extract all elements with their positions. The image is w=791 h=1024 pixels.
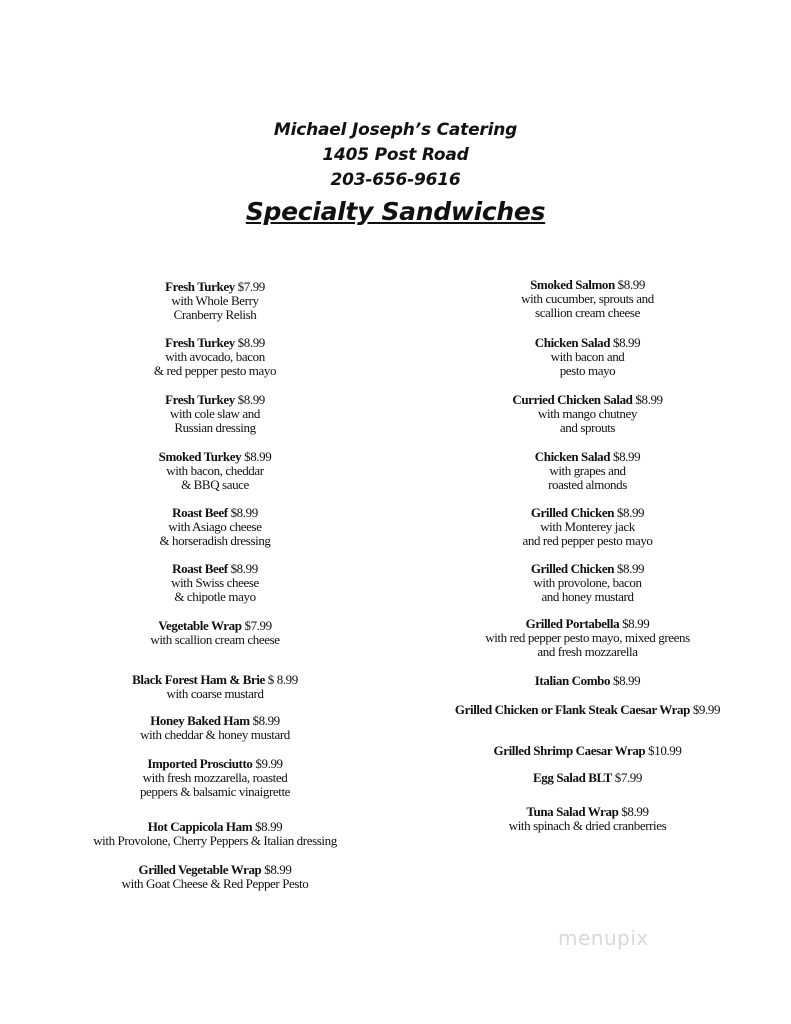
item-description: peppers & balsamic vinaigrette [139, 784, 291, 799]
item-description: Cranberry Relish [173, 307, 257, 322]
item-price: $7.99 [614, 770, 642, 785]
item-name: Grilled Chicken [530, 561, 615, 576]
item-description: with coarse mustard [166, 686, 264, 701]
menu-item [40, 863, 390, 891]
item-description: and red pepper pesto mayo [522, 533, 653, 548]
item-description: scallion cream cheese [535, 305, 640, 320]
menu-title: Specialty Sandwiches [245, 197, 546, 226]
item-name: Fresh Turkey [165, 279, 235, 294]
item-price: $7.99 [244, 618, 272, 633]
item-price: $8.99 [616, 505, 645, 520]
item-price: $8.99 [230, 561, 258, 576]
item-description: pesto mayo [559, 363, 616, 378]
item-description: with cheddar & honey mustard [140, 727, 290, 742]
item-name: Chicken Salad [534, 335, 611, 350]
menu-item [410, 805, 765, 833]
item-name: Hot Cappicola Ham [147, 819, 253, 834]
item-name: Chicken Salad [534, 449, 611, 464]
item-name: Smoked Salmon [530, 277, 615, 292]
menu-item [410, 674, 765, 688]
item-description: with scallion cream cheese [150, 632, 280, 647]
item-price: $10.99 [648, 743, 682, 758]
item-description: and fresh mozzarella [537, 644, 638, 659]
item-name: Grilled Shrimp Caesar Wrap [493, 743, 646, 758]
menu-item [40, 450, 390, 492]
menu-item [40, 673, 390, 701]
item-name: Honey Baked Ham [150, 713, 250, 728]
item-name: Vegetable Wrap [158, 618, 242, 633]
menu-header [0, 118, 791, 226]
item-price: $8.99 [230, 505, 258, 520]
item-price: $8.99 [616, 561, 645, 576]
item-name: Grilled Vegetable Wrap [138, 862, 262, 877]
menu-item [40, 562, 390, 604]
item-description: roasted almonds [548, 477, 627, 492]
menu-item [410, 562, 765, 604]
item-description: & BBQ sauce [181, 477, 249, 492]
item-description: Russian dressing [174, 420, 256, 435]
item-name: Roast Beef [172, 505, 228, 520]
item-description: with cole slaw and [170, 406, 260, 421]
item-description: and honey mustard [541, 589, 634, 604]
menu-item [410, 617, 765, 659]
item-price: $8.99 [612, 673, 641, 688]
item-price: $9.99 [692, 702, 721, 717]
item-price: $7.99 [237, 279, 265, 294]
item-description: with grapes and [549, 463, 626, 478]
item-description: with Asiago cheese [168, 519, 262, 534]
item-description: with Swiss cheese [171, 575, 259, 590]
item-price: $8.99 [622, 616, 650, 631]
item-price: $9.99 [255, 756, 283, 771]
item-price: $8.99 [237, 392, 265, 407]
business-name: Michael Joseph’s Catering [273, 120, 518, 140]
menu-item [410, 703, 765, 717]
item-price: $8.99 [621, 804, 649, 819]
item-name: Italian Combo [534, 673, 611, 688]
menu-item [40, 280, 390, 322]
item-description: with mango chutney [538, 406, 637, 421]
item-description: with red pepper pesto mayo, mixed greens [485, 630, 690, 645]
menu-item [40, 714, 390, 742]
item-price: $8.99 [252, 713, 280, 728]
menu-item [410, 336, 765, 378]
menu-item [410, 278, 765, 320]
item-price: $8.99 [612, 449, 641, 464]
item-description: with cucumber, sprouts and [521, 291, 654, 306]
item-name: Curried Chicken Salad [512, 392, 633, 407]
item-description: with bacon, cheddar [166, 463, 264, 478]
item-name: Fresh Turkey [165, 392, 235, 407]
item-description: with spinach & dried cranberries [508, 818, 667, 833]
item-price: $ 8.99 [267, 672, 298, 687]
item-description: & red pepper pesto mayo [153, 363, 277, 378]
item-description: with provolone, bacon [533, 575, 642, 590]
item-price: $8.99 [237, 335, 265, 350]
item-price: $8.99 [264, 862, 292, 877]
menupix-watermark: menupix [558, 926, 649, 950]
item-name: Tuna Salad Wrap [526, 804, 619, 819]
business-address: 1405 Post Road [322, 145, 469, 165]
item-name: Egg Salad BLT [533, 770, 612, 785]
item-description: & horseradish dressing [159, 533, 271, 548]
item-name: Roast Beef [172, 561, 228, 576]
menu-item [410, 450, 765, 492]
menu-item [40, 820, 390, 848]
item-name: Black Forest Ham & Brie [132, 672, 265, 687]
menu-item [410, 506, 765, 548]
item-price: $8.99 [612, 335, 641, 350]
item-name: Smoked Turkey [158, 449, 242, 464]
item-price: $8.99 [255, 819, 283, 834]
item-description: with Monterey jack [540, 519, 635, 534]
menu-item [40, 757, 390, 799]
item-description: with Goat Cheese & Red Pepper Pesto [121, 876, 309, 891]
item-price: $8.99 [635, 392, 663, 407]
item-price: $8.99 [617, 277, 645, 292]
item-price: $8.99 [244, 449, 272, 464]
menu-item [410, 744, 765, 758]
item-description: with avocado, bacon [165, 349, 265, 364]
item-name: Fresh Turkey [165, 335, 235, 350]
menu-item [40, 506, 390, 548]
item-name: Grilled Portabella [525, 616, 620, 631]
item-description: with fresh mozzarella, roasted [142, 770, 288, 785]
menu-item [40, 393, 390, 435]
item-name: Grilled Chicken [530, 505, 615, 520]
item-name: Imported Prosciutto [147, 756, 253, 771]
menu-item [410, 771, 765, 785]
item-description: with Provolone, Cherry Peppers & Italian dressing [93, 833, 337, 848]
item-description: with bacon and [550, 349, 625, 364]
menu-item [40, 619, 390, 647]
item-description: & chipotle mayo [174, 589, 256, 604]
business-phone: 203-656-9616 [330, 170, 461, 190]
menu-item [410, 393, 765, 435]
item-name: Grilled Chicken or Flank Steak Caesar Wrap [454, 702, 690, 717]
item-description: and sprouts [559, 420, 616, 435]
item-description: with Whole Berry [171, 293, 259, 308]
menu-item [40, 336, 390, 378]
